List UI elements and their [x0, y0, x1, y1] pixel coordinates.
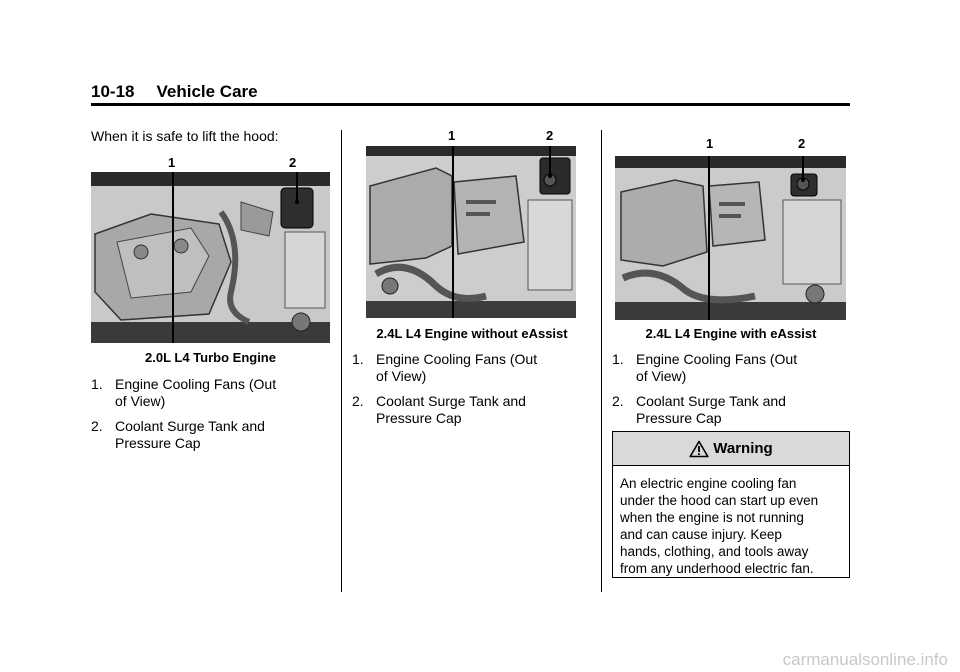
figure-3-legend	[612, 351, 850, 435]
warning-line: under the hood can start up even	[620, 493, 819, 508]
figure-1-legend	[91, 376, 331, 460]
item-text: of View)	[115, 393, 166, 409]
item-text: Pressure Cap	[376, 410, 462, 426]
item-text: Engine Cooling Fans (Out	[115, 376, 277, 392]
figure-2-legend	[352, 351, 592, 435]
warning-triangle-icon	[689, 440, 709, 458]
item-number: 2.	[352, 393, 364, 409]
warning-text	[613, 466, 849, 577]
column-divider	[341, 130, 342, 592]
item-number: 1.	[612, 351, 624, 367]
figure-1-callout-1: 1	[168, 155, 176, 170]
item-number: 1.	[352, 351, 364, 367]
engine-illustration-with-eassist	[615, 156, 846, 320]
item-text: Pressure Cap	[636, 410, 722, 426]
figure-2-callout-2: 2	[546, 128, 554, 143]
list-item	[91, 418, 331, 452]
figure-2-caption: 2.4L L4 Engine without eAssist	[376, 326, 568, 341]
list-item	[352, 351, 592, 385]
warning-line: An electric engine cooling fan	[620, 476, 797, 491]
watermark: carmanualsonline.info	[782, 650, 948, 669]
item-text: of View)	[636, 368, 687, 384]
figure-1-caption: 2.0L L4 Turbo Engine	[145, 350, 276, 365]
item-text: of View)	[376, 368, 427, 384]
warning-line: from any underhood electric fan.	[620, 561, 814, 576]
page-header	[91, 82, 258, 102]
figure-3-caption: 2.4L L4 Engine with eAssist	[645, 326, 817, 341]
item-text: Engine Cooling Fans (Out	[376, 351, 538, 367]
figure-2-callout-1: 1	[448, 128, 456, 143]
item-number: 2.	[91, 418, 103, 434]
warning-box	[612, 431, 850, 578]
figure-3-callout-1: 1	[706, 136, 714, 151]
warning-line: when the engine is not running	[620, 510, 804, 525]
list-item	[612, 393, 850, 427]
list-item	[612, 351, 850, 385]
warning-title: Warning	[713, 440, 773, 457]
figure-1-callout-2: 2	[289, 155, 297, 170]
item-text: Engine Cooling Fans (Out	[636, 351, 798, 367]
intro-text: When it is safe to lift the hood:	[91, 128, 279, 144]
warning-header	[613, 432, 849, 466]
list-item	[91, 376, 331, 410]
item-number: 2.	[612, 393, 624, 409]
engine-illustration-without-eassist	[366, 146, 576, 318]
item-text: Coolant Surge Tank and	[115, 418, 265, 434]
item-text: Pressure Cap	[115, 435, 201, 451]
page-number: 10-18	[91, 82, 135, 101]
column-divider	[601, 130, 602, 592]
section-title: Vehicle Care	[156, 82, 258, 101]
warning-line: hands, clothing, and tools away	[620, 544, 809, 559]
engine-illustration-turbo	[91, 172, 330, 343]
warning-line: and can cause injury. Keep	[620, 527, 782, 542]
list-item	[352, 393, 592, 427]
item-text: Coolant Surge Tank and	[376, 393, 526, 409]
item-number: 1.	[91, 376, 103, 392]
item-text: Coolant Surge Tank and	[636, 393, 786, 409]
header-rule	[91, 103, 850, 106]
figure-3-callout-2: 2	[798, 136, 806, 151]
